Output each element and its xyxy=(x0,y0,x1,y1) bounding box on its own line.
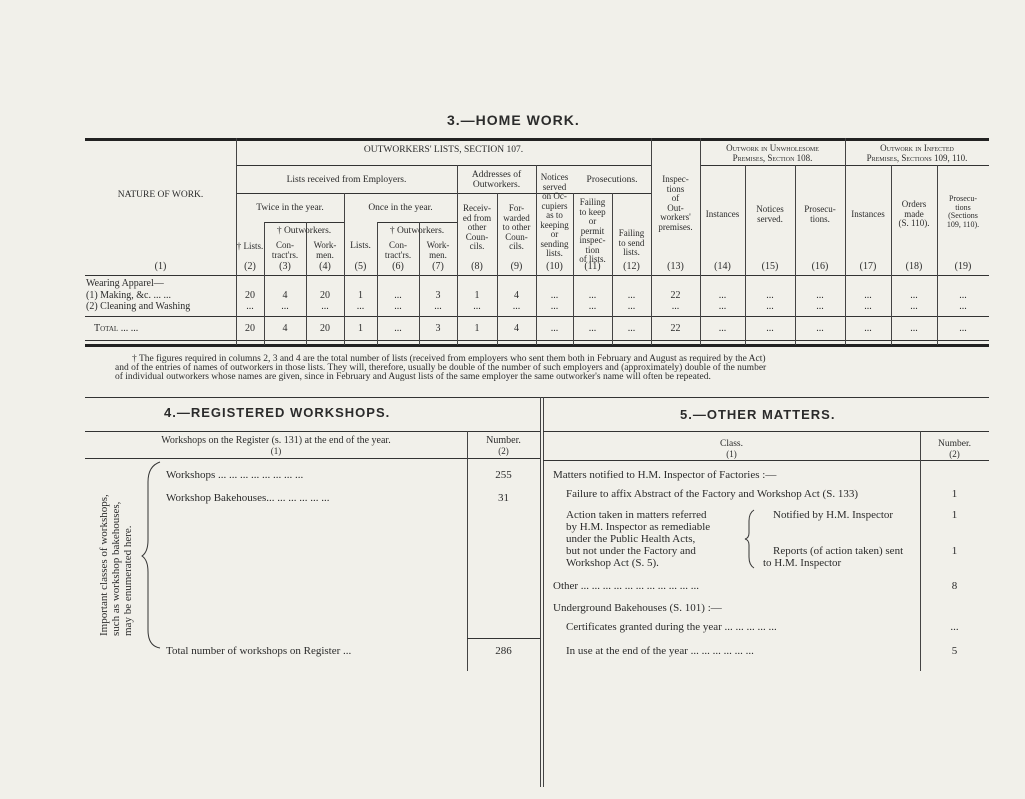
column-number: (2) xyxy=(244,261,256,272)
column-number: (19) xyxy=(954,261,972,272)
table-cell: ... xyxy=(959,290,967,301)
table-cell: ... xyxy=(816,290,824,301)
other-label: Other ... ... ... ... ... ... ... ... ... ... ... xyxy=(553,580,700,592)
row-label-wearing: Wearing Apparel— xyxy=(86,278,164,289)
twice-header: Twice in the year. xyxy=(256,203,324,213)
registered-title: 4.—REGISTERED WORKSHOPS. xyxy=(164,405,391,420)
table-cell: ... xyxy=(766,290,774,301)
table-cell: ... xyxy=(864,301,872,312)
underground-label: Underground Bakehouses (S. 101) :— xyxy=(553,602,722,614)
bakehouses-label: Workshop Bakehouses... ... ... ... ... ... xyxy=(166,492,330,504)
failure-label: Failure to affix Abstract of the Factory and Workshop Act (S. 133) xyxy=(566,488,858,500)
once-header: Once in the year. xyxy=(368,203,433,213)
footnote-line-3: of individual outworkers whose names are given, since in February and August lists of the same employer the same outworker's name will often be repeated. xyxy=(115,372,711,382)
table-cell: ... xyxy=(816,301,824,312)
table-cell: 3 xyxy=(435,290,441,301)
contractors-header-twice: Con- tract'rs. xyxy=(271,240,299,260)
column-number: (9) xyxy=(510,261,523,272)
column-number: (6) xyxy=(392,261,404,272)
brace-icon-action xyxy=(744,509,758,569)
table-cell: ... xyxy=(766,301,774,312)
total-cell: 20 xyxy=(320,323,330,334)
registered-total-value: 286 xyxy=(495,645,512,657)
total-cell: 1 xyxy=(474,323,480,334)
workshops-label: Workshops ... ... ... ... ... ... ... ... xyxy=(166,469,304,481)
table-cell: ... xyxy=(671,301,680,312)
table-cell: ... xyxy=(910,301,918,312)
table-cell: ... xyxy=(910,290,918,301)
prosecutions-header: Prosecutions. xyxy=(586,175,638,185)
lists-header: Lists. xyxy=(350,241,371,251)
infected-header: Outwork in Infected Premises, Sections 109, 110. xyxy=(866,143,968,163)
class-header: Class. xyxy=(720,439,743,449)
in-use-label: In use at the end of the year ... ... ... ... ... ... xyxy=(566,645,754,657)
column-number: (14) xyxy=(714,261,731,272)
table-cell: ... xyxy=(394,290,402,301)
failing-send-header: Failing to send lists. xyxy=(618,228,645,257)
received-header: Receiv- ed from other Coun- cils. xyxy=(462,203,492,251)
total-cell: 3 xyxy=(435,323,441,334)
certificates-value: ... xyxy=(950,621,959,633)
lists-dagger-header: † Lists. xyxy=(236,241,264,251)
registered-total-label: Total number of workshops on Register ... xyxy=(166,645,352,657)
table-cell: 20 xyxy=(245,290,255,301)
column-number: (13) xyxy=(667,261,684,272)
total-cell: 4 xyxy=(282,323,288,334)
table-cell: 1 xyxy=(474,290,480,301)
table-cell: ... xyxy=(281,301,289,312)
action-line-3: under the Public Health Acts, xyxy=(566,533,696,545)
column-number: (3) xyxy=(279,261,291,272)
row-label-cleaning: (2) Cleaning and Washing xyxy=(86,301,191,312)
total-cell: 20 xyxy=(245,323,255,334)
table-cell: ... xyxy=(356,301,365,312)
action-line-2: by H.M. Inspector as remediable xyxy=(566,521,711,533)
failure-value: 1 xyxy=(951,488,958,500)
home-work-title: 3.—HOME WORK. xyxy=(447,112,580,128)
total-cell: 4 xyxy=(514,323,519,334)
registered-col1-num: (1) xyxy=(270,446,282,456)
total-cell: ... xyxy=(864,323,872,334)
table-cell: ... xyxy=(394,301,402,312)
total-cell: ... xyxy=(627,323,636,334)
reports-line-2: to H.M. Inspector xyxy=(763,557,842,569)
total-cell: ... xyxy=(718,323,727,334)
table-cell: ... xyxy=(718,301,727,312)
table-cell: 20 xyxy=(320,290,330,301)
outworkers-sub-once: † Outworkers. xyxy=(389,226,445,236)
prosecutions-sections-header: Prosecu- tions (Sections 109, 110). xyxy=(946,194,980,229)
action-line-5: Workshop Act (S. 5). xyxy=(566,557,659,569)
workshops-value: 255 xyxy=(495,469,512,481)
column-number: (7) xyxy=(432,261,444,272)
nature-header: NATURE OF WORK. xyxy=(117,190,204,200)
total-cell: ... xyxy=(959,323,967,334)
other-value: 8 xyxy=(951,580,958,592)
column-number: (5) xyxy=(354,261,367,272)
table-cell: ... xyxy=(434,301,442,312)
forwarded-header: For- warded to other Coun- cils. xyxy=(502,203,531,251)
contractors-header-once: Con- tract'rs. xyxy=(384,240,412,260)
total-cell: ... xyxy=(910,323,918,334)
column-number: (17) xyxy=(859,261,877,272)
matters-label: Matters notified to H.M. Inspector of Factories :— xyxy=(553,469,777,481)
certificates-label: Certificates granted during the year ... ... ... ... ... xyxy=(566,621,777,633)
table-cell: ... xyxy=(246,301,254,312)
nature-num: (1) xyxy=(154,261,167,272)
table-cell: ... xyxy=(588,290,597,301)
table-cell: ... xyxy=(959,301,967,312)
column-number: (11) xyxy=(584,261,601,272)
total-cell: ... xyxy=(766,323,774,334)
reports-value: 1 xyxy=(951,545,958,557)
unwholesome-header: Outwork in Unwholesome Premises, Section 108. xyxy=(726,143,819,163)
side-note: Important classes of workshops, such as workshop bakehouses, may be enumerated here. xyxy=(98,494,134,636)
table-cell: ... xyxy=(512,301,521,312)
table-cell: ... xyxy=(718,290,727,301)
bakehouses-value: 31 xyxy=(498,492,509,504)
orders-header: Orders made (S. 110). xyxy=(898,199,930,228)
registered-col2-header: Number. xyxy=(486,435,521,446)
addresses-header: Addresses of Outworkers. xyxy=(471,170,522,190)
table-cell: ... xyxy=(588,301,597,312)
lists-received-header: Lists received from Employers. xyxy=(286,175,407,185)
other-title: 5.—OTHER MATTERS. xyxy=(680,407,836,422)
column-number: (10) xyxy=(546,261,563,272)
total-cell: 22 xyxy=(670,323,681,334)
column-number: (4) xyxy=(319,261,331,272)
column-number: (15) xyxy=(761,261,779,272)
notices-served-header: Notices served on Oc- cupiers as to keeping or sending lists. xyxy=(540,172,569,258)
reports-line-1: Reports (of action taken) sent xyxy=(773,545,904,557)
total-cell: ... xyxy=(550,323,559,334)
total-cell: 1 xyxy=(358,323,363,334)
table-cell: 4 xyxy=(514,290,519,301)
footnote-line-1: † The figures required in columns 2, 3 and 4 are the total number of lists (received from employers who sent them both in February and August as required by the Act) xyxy=(132,354,766,364)
table-cell: ... xyxy=(627,290,636,301)
workmen-header-once: Work- men. xyxy=(426,240,450,260)
total-cell: ... xyxy=(394,323,402,334)
row-label-total: Total ... ... xyxy=(94,323,139,334)
class-num: (1) xyxy=(726,449,737,459)
inspections-header: Inspec- tions of Out- workers' premises. xyxy=(658,174,693,232)
table-cell: 22 xyxy=(670,290,681,301)
prosecutions-header-unwholesome: Prosecu- tions. xyxy=(804,204,836,224)
notices-header: Notices served. xyxy=(756,204,784,224)
table-cell: ... xyxy=(550,301,559,312)
workmen-header-twice: Work- men. xyxy=(313,240,337,260)
table-cell: ... xyxy=(321,301,329,312)
table-cell: 4 xyxy=(282,290,288,301)
column-number: (18) xyxy=(905,261,923,272)
action-line-1: Action taken in matters referred xyxy=(566,509,707,521)
footnote-line-2: and of the entries of names of outworkers in those lists. They will, therefore, usually be double of the number of such employers and (approximately) double of the number xyxy=(115,363,767,373)
table-cell: ... xyxy=(550,290,559,301)
registered-col2-num: (2) xyxy=(498,446,509,456)
total-cell: ... xyxy=(816,323,824,334)
number-num: (2) xyxy=(949,449,960,459)
table-cell: ... xyxy=(864,290,872,301)
column-number: (16) xyxy=(811,261,829,272)
column-number: (12) xyxy=(623,261,640,272)
instances-header-unwholesome: Instances xyxy=(705,209,740,219)
table-cell: 1 xyxy=(358,290,363,301)
failing-keep-header: Failing to keep or permit inspec- tion of lists. xyxy=(579,197,606,264)
brace-icon xyxy=(140,460,164,650)
outworkers-sub-twice: † Outworkers. xyxy=(276,226,332,236)
action-line-4: but not under the Factory and xyxy=(566,545,696,557)
outworkers-header: OUTWORKERS' LISTS, SECTION 107. xyxy=(363,145,524,155)
number-header: Number. xyxy=(938,439,971,449)
table-cell: ... xyxy=(627,301,636,312)
notified-label: Notified by H.M. Inspector xyxy=(773,509,894,521)
row-label-making: (1) Making, &c. ... ... xyxy=(86,290,171,301)
column-number: (8) xyxy=(471,261,483,272)
in-use-value: 5 xyxy=(951,645,958,657)
total-cell: ... xyxy=(588,323,597,334)
notified-value: 1 xyxy=(951,509,958,521)
registered-col1-header: Workshops on the Register (s. 131) at the end of the year. xyxy=(161,435,391,446)
table-cell: ... xyxy=(473,301,481,312)
instances-header-infected: Instances xyxy=(851,209,885,219)
